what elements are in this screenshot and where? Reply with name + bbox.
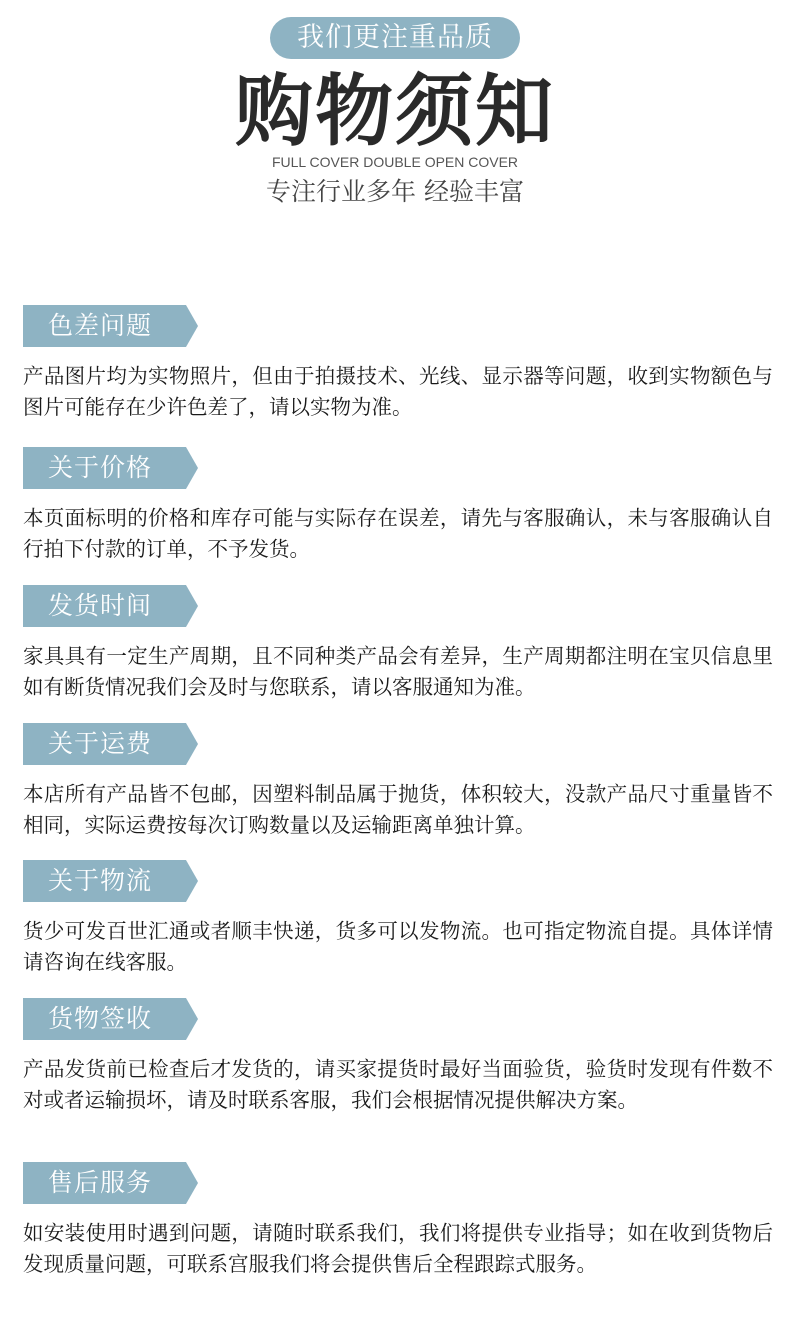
tag-arrow-shape [186,305,198,347]
section-heading-tag [23,585,186,627]
section-body: 本页面标明的价格和库存可能与实际存在误差，请先与客服确认，未与客服确认自行拍下付款的订单，不予发货。 [23,506,773,561]
quality-badge: 我们更注重品质 [270,17,520,59]
tag-arrow-shape [186,723,198,765]
section-heading-tag [23,447,186,489]
section-body: 产品图片均为实物照片，但由于拍摄技术、光线、显示器等问题，收到实物额色与图片可能存在少许色差了，请以实物为准。 [23,364,773,419]
section-shipping-time [23,585,773,703]
section-after-sales [23,1162,773,1280]
section-color-difference [23,305,773,423]
english-subtitle: FULL COVER DOUBLE OPEN COVER [271,154,519,170]
tag-arrow-shape [186,998,198,1040]
section-heading: 关于物流 [48,866,153,895]
section-body: 本店所有产品皆不包邮，因塑料制品属于抛货，体积较大，没款产品尺寸重量皆不相同，实际运费按每次订购数量以及运输距离单独计算。 [23,782,773,837]
section-body: 家具具有一定生产周期，且不同种类产品会有差异，生产周期都注明在宝贝信息里如有断货情况我们会及时与您联系，请以客服通知为准。 [23,644,773,699]
chinese-subtitle: 专注行业多年 经验丰富 [266,177,524,206]
section-receipt [23,998,773,1116]
section-price [23,447,773,565]
section-heading: 货物签收 [48,1004,153,1033]
section-heading: 关于运费 [48,729,153,758]
section-heading: 发货时间 [48,591,153,620]
section-heading: 色差问题 [48,311,153,340]
section-heading-tag [23,1162,186,1204]
tag-arrow-shape [186,1162,198,1204]
section-heading-tag [23,723,186,765]
section-heading-tag [23,305,186,347]
section-body: 如安装使用时遇到问题，请随时联系我们，我们将提供专业指导；如在收到货物后发现质量问题，可联系宫服我们将会提供售后全程跟踪式服务。 [23,1221,773,1276]
section-shipping-fee [23,723,773,841]
section-logistics [23,860,773,978]
section-body: 货少可发百世汇通或者顺丰快递，货多可以发物流。也可指定物流自提。具体详情请咨询在线客服。 [23,919,773,974]
tag-arrow-shape [186,447,198,489]
section-heading: 关于价格 [48,453,153,482]
page-title: 购物须知 [234,67,555,157]
tag-arrow-shape [186,585,198,627]
tag-arrow-shape [186,860,198,902]
section-heading-tag [23,860,186,902]
section-body: 产品发货前已检查后才发货的，请买家提货时最好当面验货，验货时发现有件数不对或者运输损坏，请及时联系客服，我们会根据情况提供解决方案。 [23,1057,773,1112]
section-heading-tag [23,998,186,1040]
section-heading: 售后服务 [48,1168,153,1197]
